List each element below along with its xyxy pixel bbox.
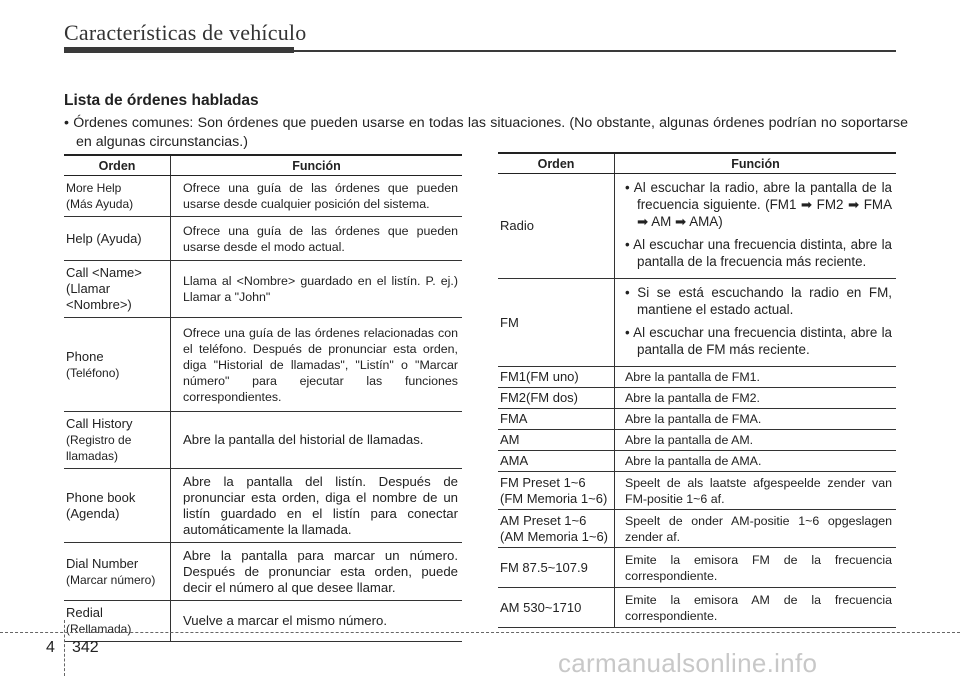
command-cell: FMA <box>498 409 615 430</box>
command-cell: AMA <box>498 451 615 472</box>
function-cell: Abre la pantalla del listín. Después de pronunciar esta orden, diga el nombre de un listín guardado en el listín para conectar automáticamente la llamada. <box>171 469 463 543</box>
table-row <box>64 318 462 412</box>
table-row <box>498 388 896 409</box>
command-cell: Phone book (Agenda) <box>64 469 171 543</box>
page-number: 342 <box>72 639 99 656</box>
table-row <box>64 176 462 217</box>
table-row <box>64 601 462 642</box>
bullet-item: • Si se está escuchando la radio en FM, mantiene el estado actual. <box>625 285 892 317</box>
table-row <box>64 261 462 318</box>
function-cell: Speelt de als laatste afgespeelde zender van FM-positie 1~6 af. <box>615 472 897 510</box>
header-rule <box>294 50 896 52</box>
table-row <box>498 472 896 510</box>
section-title: Lista de órdenes habladas <box>64 92 259 109</box>
column-header-funcion: Función <box>171 155 463 176</box>
bullet-item: • Al escuchar la radio, abre la pantalla de la frecuencia siguiente. (FM1 ➡ FM2 ➡ FMA ➡ AM ➡ AMA) <box>625 180 892 229</box>
function-cell: Ofrece una guía de las órdenes que pueden usarse desde el modo actual. <box>171 217 463 261</box>
voice-commands-table-left <box>64 154 462 642</box>
function-cell: Ofrece una guía de las órdenes relacionadas con el teléfono. Después de pronunciar esta orden, diga "Historial de llamadas", "Listín" o "Marcar número" para ejecutar las funciones correspondientes. <box>171 318 463 412</box>
function-cell <box>615 279 897 367</box>
table-row <box>498 548 896 588</box>
function-cell: Emite la emisora AM de la frecuencia correspondiente. <box>615 588 897 628</box>
command-cell: FM Preset 1~6 (FM Memoria 1~6) <box>498 472 615 510</box>
intro-paragraph: • Órdenes comunes: Son órdenes que pueden usarse en todas las situaciones. (No obstante, algunas órdenes podrían no soportarse en algunas circunstancias.) <box>64 115 908 150</box>
column-header-funcion: Función <box>615 153 897 174</box>
command-cell: More Help (Más Ayuda) <box>64 176 171 217</box>
column-header-orden: Orden <box>498 153 615 174</box>
command-cell: FM <box>498 279 615 367</box>
watermark: carmanualsonline.info <box>558 648 818 678</box>
table-row <box>498 367 896 388</box>
table-row <box>498 510 896 548</box>
command-cell: Radio <box>498 174 615 279</box>
command-cell: Dial Number (Marcar número) <box>64 543 171 601</box>
command-cell: FM1(FM uno) <box>498 367 615 388</box>
table-row <box>498 279 896 367</box>
bullet-item: • Al escuchar una frecuencia distinta, abre la pantalla de la frecuencia más reciente. <box>625 237 892 269</box>
function-cell: Abre la pantalla de FM1. <box>615 367 897 388</box>
bullet-item: • Al escuchar una frecuencia distinta, abre la pantalla de FM más reciente. <box>625 325 892 357</box>
section-number: 4 <box>46 639 55 656</box>
command-cell: Redial (Rellamada) <box>64 601 171 642</box>
command-cell: AM Preset 1~6 (AM Memoria 1~6) <box>498 510 615 548</box>
table-row <box>64 469 462 543</box>
chapter-title: Características de vehículo <box>64 20 307 45</box>
table-row <box>498 409 896 430</box>
command-cell: Call History (Registro de llamadas) <box>64 412 171 469</box>
function-cell: Abre la pantalla de FMA. <box>615 409 897 430</box>
command-cell: AM <box>498 430 615 451</box>
command-cell: Help (Ayuda) <box>64 217 171 261</box>
column-header-orden: Orden <box>64 155 171 176</box>
table-row <box>498 451 896 472</box>
table-row <box>498 588 896 628</box>
function-cell <box>615 174 897 279</box>
function-cell: Speelt de onder AM-positie 1~6 opgeslagen zender af. <box>615 510 897 548</box>
function-cell: Llama al <Nombre> guardado en el listín. P. ej.) Llamar a "John" <box>171 261 463 318</box>
command-cell: Call <Name> (Llamar <Nombre>) <box>64 261 171 318</box>
command-cell: FM 87.5~107.9 <box>498 548 615 588</box>
header-bar <box>64 47 294 53</box>
footer-divider <box>64 620 65 676</box>
function-cell: Abre la pantalla para marcar un número. Después de pronunciar esta orden, puede decir el número al que desee llamar. <box>171 543 463 601</box>
function-cell: Ofrece una guía de las órdenes que pueden usarse desde cualquier posición del sistema. <box>171 176 463 217</box>
table-row <box>64 217 462 261</box>
table-row <box>498 174 896 279</box>
table-row <box>64 543 462 601</box>
function-cell: Vuelve a marcar el mismo número. <box>171 601 463 642</box>
function-cell: Abre la pantalla de FM2. <box>615 388 897 409</box>
command-cell: FM2(FM dos) <box>498 388 615 409</box>
function-cell: Abre la pantalla del historial de llamadas. <box>171 412 463 469</box>
command-cell: Phone (Teléfono) <box>64 318 171 412</box>
table-row <box>498 430 896 451</box>
command-cell: AM 530~1710 <box>498 588 615 628</box>
footer-rule <box>0 632 960 633</box>
function-cell: Abre la pantalla de AM. <box>615 430 897 451</box>
table-row <box>64 412 462 469</box>
function-cell: Emite la emisora FM de la frecuencia correspondiente. <box>615 548 897 588</box>
function-cell: Abre la pantalla de AMA. <box>615 451 897 472</box>
voice-commands-table-right <box>498 152 896 628</box>
